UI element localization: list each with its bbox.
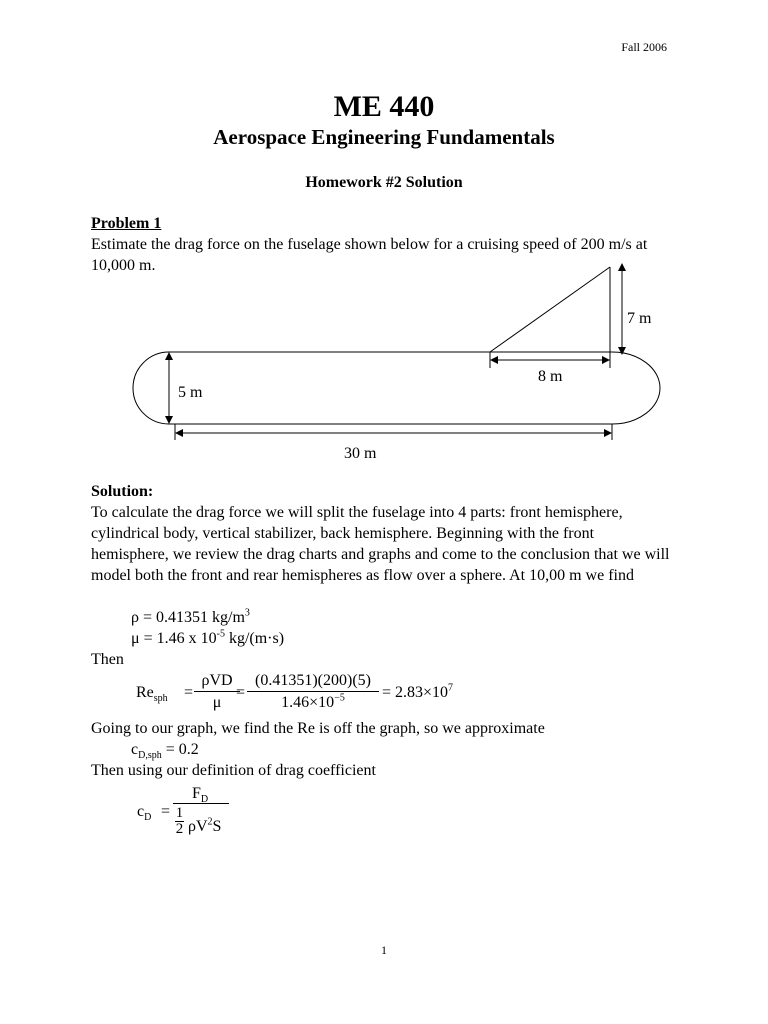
fuselage-rear-hemisphere — [612, 352, 660, 424]
cd-fraction-bar — [173, 803, 229, 804]
homework-title: Homework #2 Solution — [305, 174, 463, 191]
then-line-2: Then using our definition of drag coefficient — [91, 762, 376, 779]
solution-intro: To calculate the drag force we will split the fuselage into 4 parts: front hemisphere, cylindrical body, vertical stabilizer, back hemisphere. Beginning with the front hemisphere, we review the drag charts and graphs and come to the conclusion that we will model both the front and rear hemispheres as flow over a sphere. At 10,00 m we find — [91, 504, 670, 584]
cd-sphere-line: $c_{D,sph} = 0.2$ — [131, 741, 199, 762]
cd-denominator: $\rho V^2S$ — [188, 816, 222, 835]
solution-heading: Solution: — [91, 483, 154, 500]
cd-eq-sign: = — [161, 803, 171, 820]
mu-line: μ = 1.46 x $10^{-5}$ kg/(m·s) — [131, 628, 285, 647]
label-30m: 30 m — [344, 445, 377, 462]
fuselage-front-hemisphere — [133, 352, 169, 424]
course-subtitle: Aerospace Engineering Fundamentals — [213, 125, 555, 149]
label-5m: 5 m — [178, 384, 203, 401]
header-date: Fall 2006 — [621, 40, 667, 54]
cd-lhs: $c_D$ — [137, 803, 152, 824]
cd-half: 1 2 — [175, 805, 184, 837]
label-8m: 8 m — [538, 368, 563, 385]
page-number: 1 — [381, 943, 387, 957]
label-7m: 7 m — [627, 310, 652, 327]
fuselage-diagram — [0, 255, 768, 465]
graph-line: Going to our graph, we find the Re is off the graph, so we approximate — [91, 720, 545, 737]
rho-line: ρ = 0.41351 $kg/m^3$ — [131, 607, 250, 626]
problem-heading: Problem 1 — [91, 215, 162, 232]
then-line-1: Then — [91, 651, 124, 668]
course-title: ME 440 — [333, 90, 435, 123]
re-eq-sign-2: = — [236, 684, 246, 701]
problem-statement: Estimate the drag force on the fuselage shown below for a cruising speed of 200 m/s at 10,000 m. — [91, 236, 648, 274]
re-eq-sign: = — [184, 684, 194, 701]
re-result: = $2.83\times 10^7$ — [382, 682, 454, 701]
re-fraction-2: (0.41351)(200)(5) $1.46\times 10^{-5}$ — [247, 670, 379, 713]
re-fraction-1: ρVD μ — [194, 670, 240, 713]
cd-numerator: $F_D$ — [192, 785, 209, 806]
re-lhs: $Re_{sph}$ — [136, 684, 168, 705]
stabilizer-hypotenuse — [490, 267, 610, 352]
